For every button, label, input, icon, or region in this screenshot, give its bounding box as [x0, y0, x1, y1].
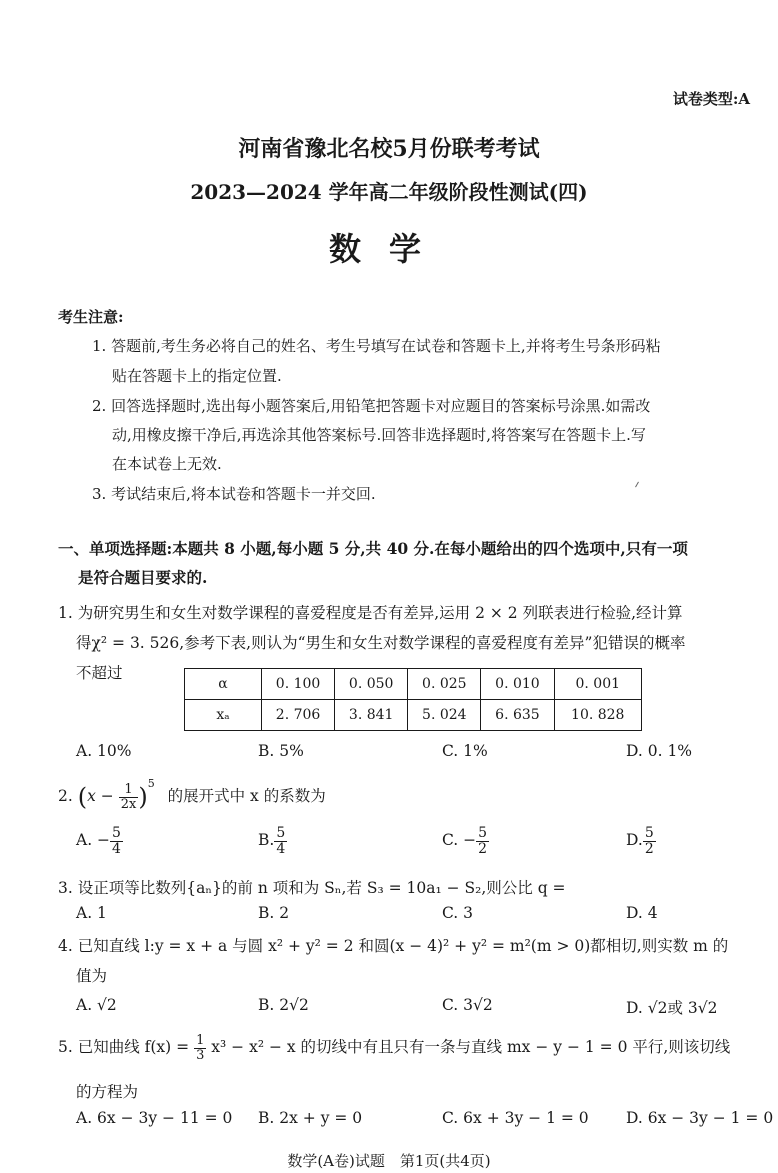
notice-line: 1. 答题前,考生务必将自己的姓名、考生号填写在试卷和答题卡上,并将考生号条形码粘 — [92, 337, 661, 355]
question-4-text: 4. 已知直线 l:y = x + a 与圆 x² + y² = 2 和圆(x − 4)² + y² = m²(m > 0)都相切,则实数 m 的 — [58, 937, 729, 955]
option-d: D. √2或 3√2 — [626, 999, 718, 1017]
option-a: A. √2 — [76, 996, 117, 1014]
subject-title: 数学 — [328, 230, 449, 268]
table-cell: 5. 024 — [408, 700, 481, 731]
notice-line: 3. 考试结束后,将本试卷和答题卡一并交回. — [92, 485, 376, 503]
notice-line: 在本试卷上无效. — [112, 455, 222, 473]
chi-square-table — [184, 668, 642, 731]
table-cell: 6. 635 — [481, 700, 554, 731]
fraction: $\frac{1}{2x}$ — [120, 781, 137, 812]
table-cell: 2. 706 — [262, 700, 335, 731]
option-a: A. 10% — [76, 742, 132, 760]
table-row — [185, 669, 642, 700]
option-b: B. 2√2 — [258, 996, 309, 1014]
section-heading-cont: 是符合题目要求的. — [78, 568, 208, 587]
table-cell: 0. 001 — [554, 669, 642, 700]
option-c: C. 3 — [442, 904, 474, 922]
option-d: D. 4 — [626, 904, 658, 922]
table-cell: 0. 025 — [408, 669, 481, 700]
table-cell: xₐ — [185, 700, 262, 731]
table-cell: 0. 050 — [335, 669, 408, 700]
option-b: B. 2x + y = 0 — [258, 1109, 363, 1127]
expr-base: x − — [87, 787, 114, 805]
option-c: C. 6x + 3y − 1 = 0 — [442, 1109, 589, 1127]
option-c: C. 1% — [442, 742, 488, 760]
option-d: D. 0. 1% — [626, 742, 693, 760]
option-a: A. − $\frac{5}{4}$ — [76, 825, 121, 857]
exam-subtitle: 2023—2024 学年高二年级阶段性测试(四) — [190, 180, 588, 204]
question-2-suffix: 的展开式中 x 的系数为 — [167, 787, 326, 805]
option-a: A. 6x − 3y − 11 = 0 — [76, 1109, 233, 1127]
table-cell: 3. 841 — [335, 700, 408, 731]
table-row — [185, 700, 642, 731]
paper-type-label: 试卷类型:A — [672, 90, 750, 108]
page-footer: 数学(A卷)试题 第1页(共4页) — [287, 1152, 491, 1170]
notice-line: 2. 回答选择题时,选出每小题答案后,用铅笔把答题卡对应题目的答案标号涂黑.如需改 — [92, 397, 651, 415]
question-2-text: 2. (x − $\frac{1}{2x}$ )$^5$ 的展开式中 x 的系数为 — [58, 777, 326, 812]
option-c: C. 3√2 — [442, 996, 493, 1014]
option-a: A. 1 — [76, 904, 107, 922]
notice-line: 贴在答题卡上的指定位置. — [112, 367, 282, 385]
exam-title: 河南省豫北名校5月份联考考试 — [238, 136, 540, 162]
table-cell: α — [185, 669, 262, 700]
table-cell: 0. 010 — [481, 669, 554, 700]
question-5-text: 5. 已知曲线 f(x) = $\frac{1}{3}$ x³ − x² − x 的切线中有且只有一条与直线 mx − y − 1 = 0 平行,则该切线 — [58, 1033, 731, 1063]
notice-title: 考生注意: — [58, 308, 124, 326]
option-b: B. 2 — [258, 904, 290, 922]
question-4-text: 值为 — [76, 967, 108, 985]
question-1-text: 得χ² = 3. 526,参考下表,则认为“男生和女生对数学课程的喜爱程度有差异”犯错误的概率 — [76, 634, 686, 652]
question-3-text: 3. 设正项等比数列{aₙ}的前 n 项和为 Sₙ,若 S₃ = 10a₁ − S₂,则公比 q = — [58, 879, 566, 897]
table-cell: 0. 100 — [262, 669, 335, 700]
option-d: D. 6x − 3y − 1 = 0 — [626, 1109, 774, 1127]
option-d: D. $\frac{5}{2}$ — [626, 825, 654, 857]
question-1-text: 不超过 — [76, 664, 123, 682]
fraction: $\frac{1}{3}$ — [196, 1033, 205, 1063]
option-c: C. − $\frac{5}{2}$ — [442, 825, 488, 857]
option-b: B. 5% — [258, 742, 304, 760]
exponent: 5 — [147, 777, 155, 790]
question-5-text: 的方程为 — [76, 1083, 139, 1101]
option-b: B. $\frac{5}{4}$ — [258, 825, 286, 857]
question-1-text: 1. 为研究男生和女生对数学课程的喜爱程度是否有差异,运用 2 × 2 列联表进行检验,经计算 — [58, 604, 683, 622]
section-heading: 一、单项选择题:本题共 8 小题,每小题 5 分,共 40 分.在每小题给出的四个选项中,只有一项 — [58, 539, 688, 558]
table-cell: 10. 828 — [554, 700, 642, 731]
question-number: 2. — [58, 787, 73, 805]
notice-line: 动,用橡皮擦干净后,再选涂其他答案标号.回答非选择题时,将答案写在答题卡上.写 — [112, 426, 646, 444]
stray-mark — [635, 482, 639, 488]
